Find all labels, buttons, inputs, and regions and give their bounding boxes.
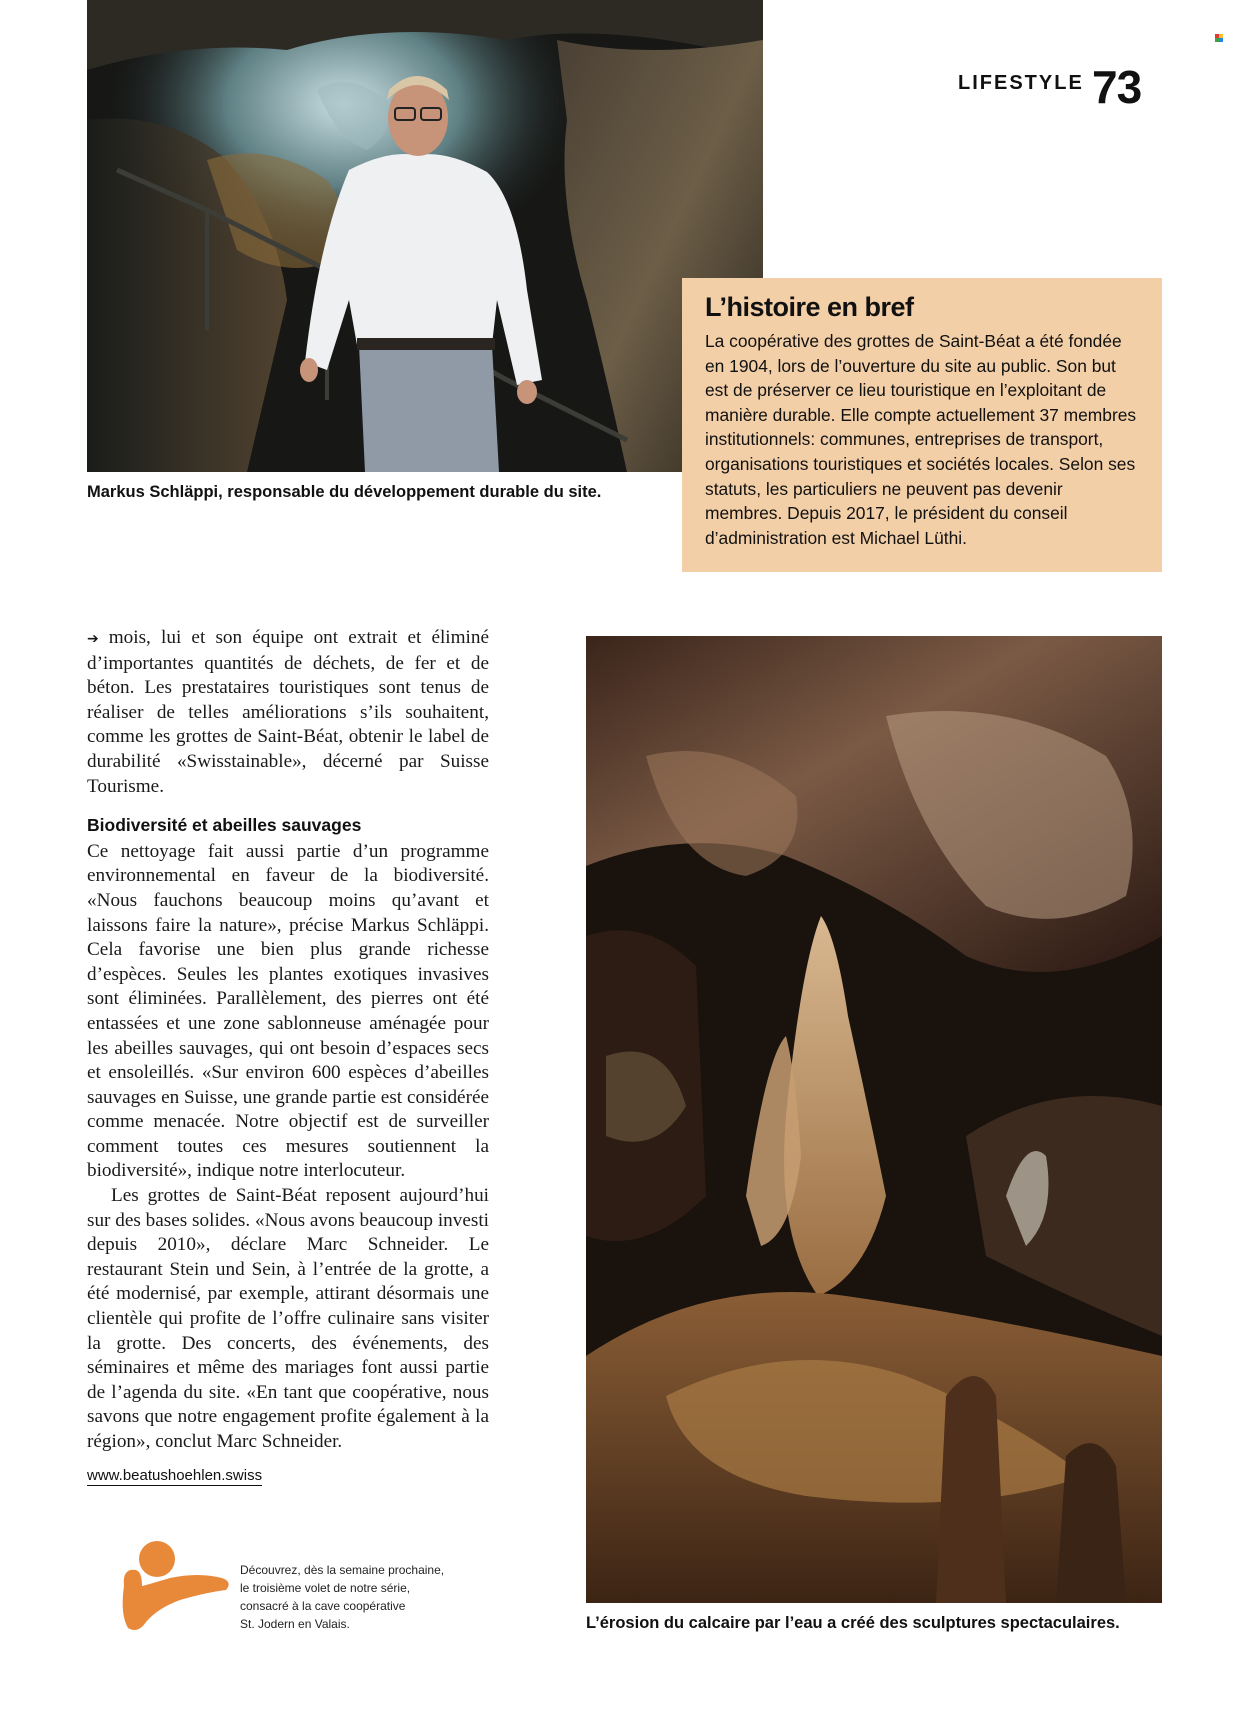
article-subheading: Biodiversité et abeilles sauvages <box>87 815 362 836</box>
history-info-box <box>682 278 1162 572</box>
teaser-line: consacré à la cave coopérative <box>240 1599 406 1613</box>
teaser-line: Découvrez, dès la semaine prochaine, <box>240 1563 445 1577</box>
article-paragraph-2: Ce nettoyage fait aussi partie d’un programme environnemental en faveur de la biodiversité. «Nous fauchons beaucoup moins qu’avant et laissons faire la nature», précise Markus Schläppi. Cela favorise une bien plus grande richesse d’espèces. Seules les plantes exotiques invasives sont éliminées. Parallèlement, des pierres ont été entassées et une zone sablonneuse aménagée pour les abeilles sauvages, qui ont besoin d’espaces secs et ensoleillés. «Sur environ 600 espèces d’abeilles sauvages en Suisse, une grande partie est considérée comme menacée. Notre objectif est de surveiller comment toutes ces mesures soutiennent la biodiversité», indique notre interlocuteur. <box>87 840 489 1182</box>
website-link[interactable]: www.beatushoehlen.swiss <box>87 1466 263 1484</box>
article-paragraph-1: ➔ mois, lui et son équipe ont extrait et éliminé d’importantes quantités de déchets, de fer et de béton. Les prestataires touristiques sont tenus de réaliser de telles améliorations s’ils souhaitent, comme les grottes de Saint-Béat, obtenir le label de durabilité «Swisstainable», décerné par Suisse Tourisme. <box>87 627 489 797</box>
teaser-line: le troisième volet de notre série, <box>240 1581 411 1595</box>
info-box-title: L’histoire en bref <box>705 292 914 322</box>
article-paragraph-3: Les grottes de Saint-Béat reposent aujourd’hui sur des bases solides. «Nous avons beaucoup investi depuis 2010», déclare Marc Schneider. Le restaurant Stein und Sein, à l’entrée de la grotte, a été modernisé, par exemple, attirant désormais une clientèle qui profite de l’offre culinaire sans visiter la grotte. Des concerts, des événements, des séminaires et même des mariages font aussi partie de l’agenda du site. «En tant que coopérative, nous savons que notre engagement profite également à la région», conclut Marc Schneider. <box>87 1185 489 1452</box>
series-teaser-text <box>240 1561 460 1633</box>
photo-cave-formations <box>586 636 1162 1603</box>
continuation-arrow-icon: ➔ <box>87 631 99 647</box>
article-column <box>87 626 489 1486</box>
photo-caption-top: Markus Schläppi, responsable du développement durable du site. <box>87 483 602 501</box>
section-label: LIFESTYLE <box>958 72 1084 94</box>
teaser-line: St. Jodern en Valais. <box>240 1617 350 1631</box>
photo-caption-cave: L’érosion du calcaire par l’eau a créé des sculptures spectaculaires. <box>586 1614 1120 1632</box>
series-teaser-icon <box>118 1538 238 1638</box>
photo-markus-schlaeppi <box>87 0 763 472</box>
page-number: 73 <box>1092 61 1142 113</box>
info-box-text: La coopérative des grottes de Saint-Béat a été fondée en 1904, lors de l’ouverture du site au public. Son but est de préserver ce lieu touristique en l’exploitant de manière durable. Elle compte actuellement 37 membres institutionnels: communes, entreprises de transport, organisations touristiques et sociétés locales. Selon ses statuts, les particuliers ne peuvent pas devenir membres. Depuis 2017, le président du conseil d’administration est Michael Lüthi. <box>705 331 1137 548</box>
cave-formations-illustration <box>586 636 1162 1603</box>
cave-portrait-illustration <box>87 0 763 472</box>
printer-color-mark <box>1215 34 1223 42</box>
